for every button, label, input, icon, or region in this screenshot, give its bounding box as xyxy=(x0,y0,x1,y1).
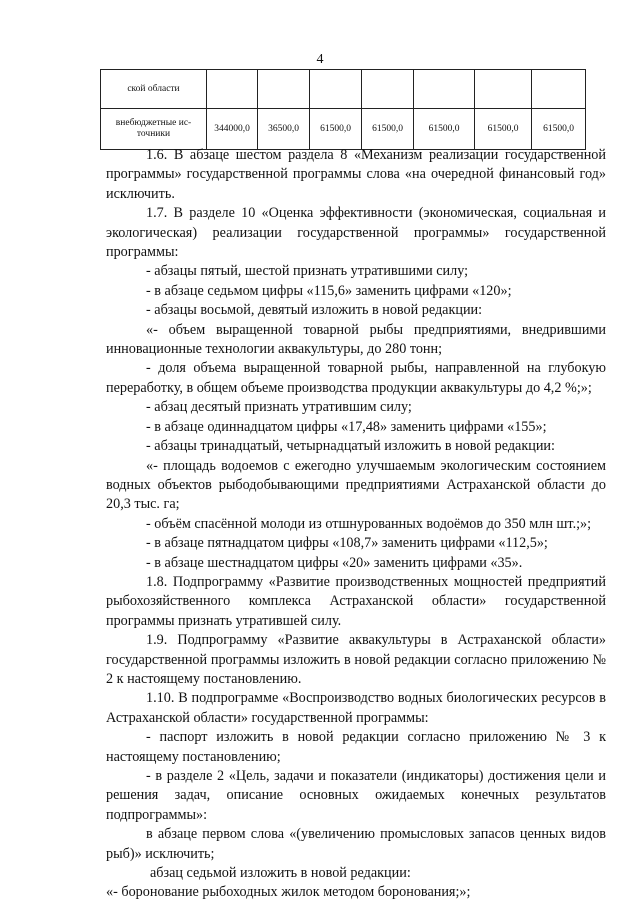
value-cell: 61500,0 xyxy=(475,109,532,150)
list-item: - в абзаце седьмом цифры «115,6» заменить цифрами «120»; xyxy=(146,282,512,299)
paragraph: 1.7. В разделе 10 «Оценка эффективности (экономическая, социальная и экологическая) реализации государственной программы» государственной программы: xyxy=(106,205,606,261)
value-cell xyxy=(362,70,414,109)
paragraph: «- площадь водоемов с ежегодно улучшаемым экологическим состоянием водных объектов рыбодобывающими предприятиями Астраханской области до 20,3 тыс. га; xyxy=(106,457,606,513)
row-label-cell: внебюджетные ис-точники xyxy=(101,109,207,150)
row-label-cell: ской области xyxy=(101,70,207,109)
value-cell: 61500,0 xyxy=(362,109,414,150)
value-cell xyxy=(310,70,362,109)
table-row xyxy=(101,109,586,150)
document-body xyxy=(106,146,606,903)
value-cell xyxy=(207,70,258,109)
paragraph: 1.8. Подпрограмму «Развитие производственных мощностей предприятий рыбохозяйственного комплекса Астраханской области» государственной программы признать утратившей силу. xyxy=(106,573,606,629)
list-item: - в абзаце пятнадцатом цифры «108,7» заменить цифрами «112,5»; xyxy=(146,535,548,552)
table-row xyxy=(101,70,586,109)
value-cell: 36500,0 xyxy=(258,109,310,150)
paragraph: «- боронование рыбоходных жилок методом боронования;»; xyxy=(106,884,471,901)
paragraph: абзац седьмой изложить в новой редакции: xyxy=(150,865,411,882)
paragraph: - в разделе 2 «Цель, задачи и показатели (индикаторы) достижения цели и решения задач, описание основных ожидаемых конечных результатов подпрограммы»: xyxy=(106,768,606,823)
funding-table xyxy=(100,69,586,150)
paragraph: 1.6. В абзаце шестом раздела 8 «Механизм реализации государственной программы» государственной программы слова «на очередной финансовый год» исключить. xyxy=(106,147,606,202)
list-item: - абзац десятый признать утратившим силу; xyxy=(146,399,412,416)
list-item: - абзацы тринадцатый, четырнадцатый изложить в новой редакции: xyxy=(146,438,555,455)
paragraph: «- объем выращенной товарной рыбы предприятиями, внедрившими инновационные технологии аквакультуры, до 280 тонн; xyxy=(106,321,606,358)
list-item: - абзацы восьмой, девятый изложить в новой редакции: xyxy=(146,302,483,319)
value-cell: 344000,0 xyxy=(207,109,258,150)
value-cell: 61500,0 xyxy=(310,109,362,150)
value-cell xyxy=(475,70,532,109)
paragraph: - доля объема выращенной товарной рыбы, направленной на глубокую переработку, в общем объеме производства продукции аквакультуры до 4,2 %;»; xyxy=(106,360,606,396)
value-cell xyxy=(532,70,586,109)
paragraph: 1.10. В подпрограмме «Воспроизводство водных биологических ресурсов в Астраханской области» государственной программы: xyxy=(106,690,606,726)
paragraph: в абзаце первом слова «(увеличению промысловых запасов ценных видов рыб)» исключить; xyxy=(106,826,606,862)
value-cell xyxy=(414,70,475,109)
page-number: 4 xyxy=(316,52,324,67)
list-item: - абзацы пятый, шестой признать утратившими силу; xyxy=(146,263,469,280)
list-item: - в абзаце одиннадцатом цифры «17,48» заменить цифрами «155»; xyxy=(146,418,547,435)
paragraph: - паспорт изложить в новой редакции согласно приложению № 3 к настоящему постановлению; xyxy=(106,729,606,765)
paragraph: - объём спасённой молоди из отшнурованных водоёмов до 350 млн шт.;»; xyxy=(146,515,592,532)
paragraph: 1.9. Подпрограмму «Развитие аквакультуры в Астраханской области» государственной программы изложить в новой редакции согласно приложению № 2 к настоящему постановлению. xyxy=(106,632,606,687)
value-cell xyxy=(258,70,310,109)
list-item: - в абзаце шестнадцатом цифры «20» заменить цифрами «35». xyxy=(146,554,523,571)
value-cell: 61500,0 xyxy=(414,109,475,150)
value-cell: 61500,0 xyxy=(532,109,586,150)
